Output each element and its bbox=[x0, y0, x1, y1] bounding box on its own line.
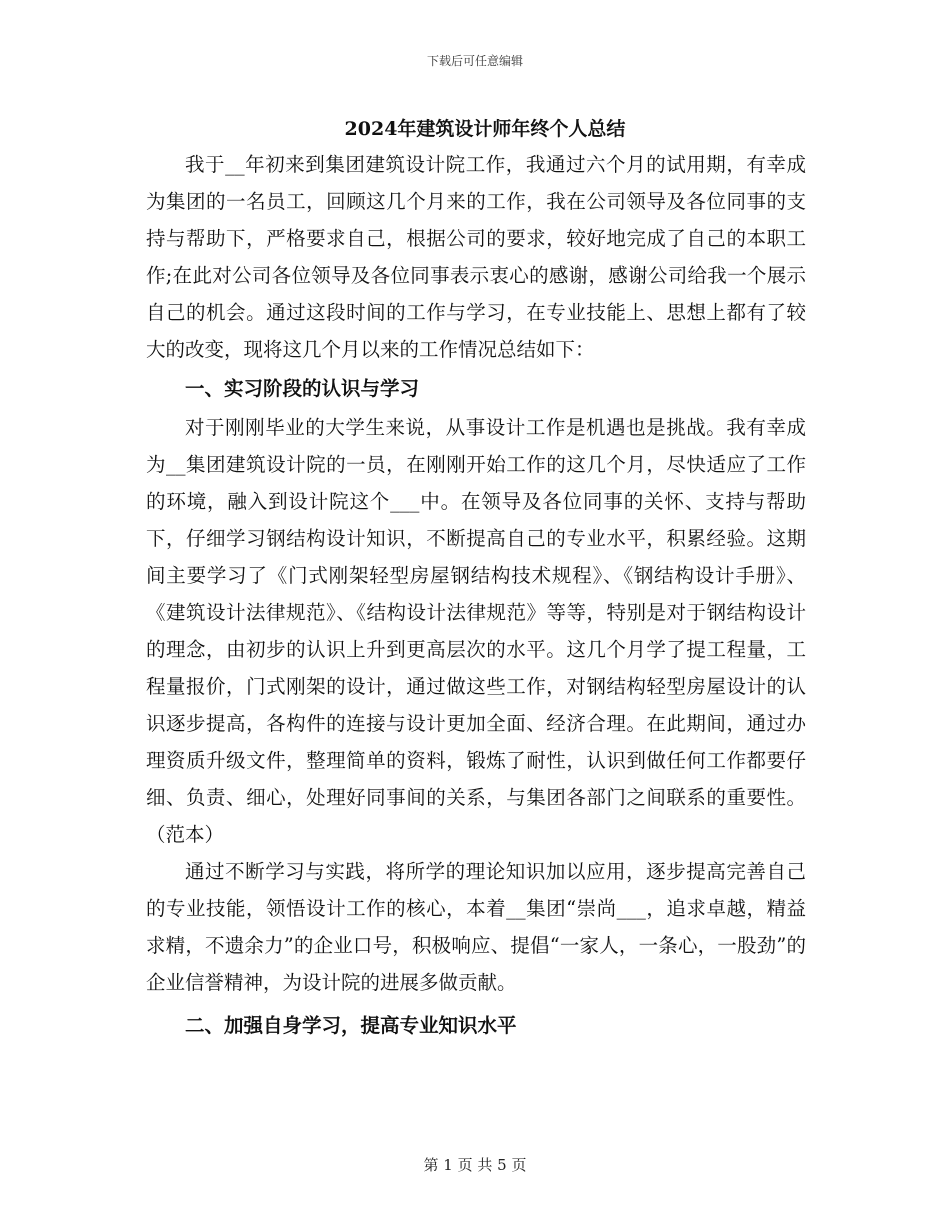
intro-paragraph: 我于__年初来到集团建筑设计院工作，我通过六个月的试用期，有幸成为集团的一名员工，回顾这几个月来的工作，我在公司领导及各位同事的支持与帮助下，严格要求自己，根据公司的要求，较好地完成了自己的本职工作;在此对公司各位领导及各位同事表示衷心的感谢，感谢公司给我一个展示自己的机会。通过这段时间的工作与学习，在专业技能上、思想上都有了较大的改变，现将这几个月以来的工作情况总结如下： bbox=[146, 153, 806, 361]
section-1-paragraph-1: 对于刚刚毕业的大学生来说，从事设计工作是机遇也是挑战。我有幸成为__集团建筑设计院的一员，在刚刚开始工作的这几个月，尽快适应了工作的环境，融入到设计院这个___中。在领导及各位同事的关怀、支持与帮助下，仔细学习钢结构设计知识，不断提高自己的专业水平，积累经验。这期间主要学习了《门式刚架轻型房屋钢结构技术规程》、《钢结构设计手册》、《建筑设计法律规范》、《结构设计法律规范》等等，特别是对于钢结构设计的理念，由初步的认识上升到更高层次的水平。这几个月学了提工程量，工程量报价，门式刚架的设计，通过做这些工作，对钢结构轻型房屋设计的认识逐步提高，各构件的连接与设计更加全面、经济合理。在此期间，通过办理资质升级文件，整理简单的资料，锻炼了耐性，认识到做任何工作都要仔细、负责、细心，处理好同事间的关系，与集团各部门之间联系的重要性。（范本） bbox=[146, 416, 806, 846]
header-note: 下载后可任意编辑 bbox=[426, 54, 523, 68]
section-1-heading: 一、实习阶段的认识与学习 bbox=[185, 377, 420, 400]
page-number: 第 1 页 共 5 页 bbox=[423, 1156, 527, 1174]
document-body bbox=[146, 112, 806, 1044]
document-title: 2024年建筑设计师年终个人总结 bbox=[344, 118, 626, 140]
section-1-paragraph-2: 通过不断学习与实践，将所学的理论知识加以应用，逐步提高完善自己的专业技能，领悟设计工作的核心，本着__集团“崇尚___，追求卓越，精益求精，不遗余力”的企业口号，积极响应、提倡“一家人，一条心，一股劲”的企业信誉精神，为设计院的进展多做贡献。 bbox=[146, 860, 806, 994]
section-2-heading: 二、加强自身学习，提高专业知识水平 bbox=[185, 1014, 517, 1037]
